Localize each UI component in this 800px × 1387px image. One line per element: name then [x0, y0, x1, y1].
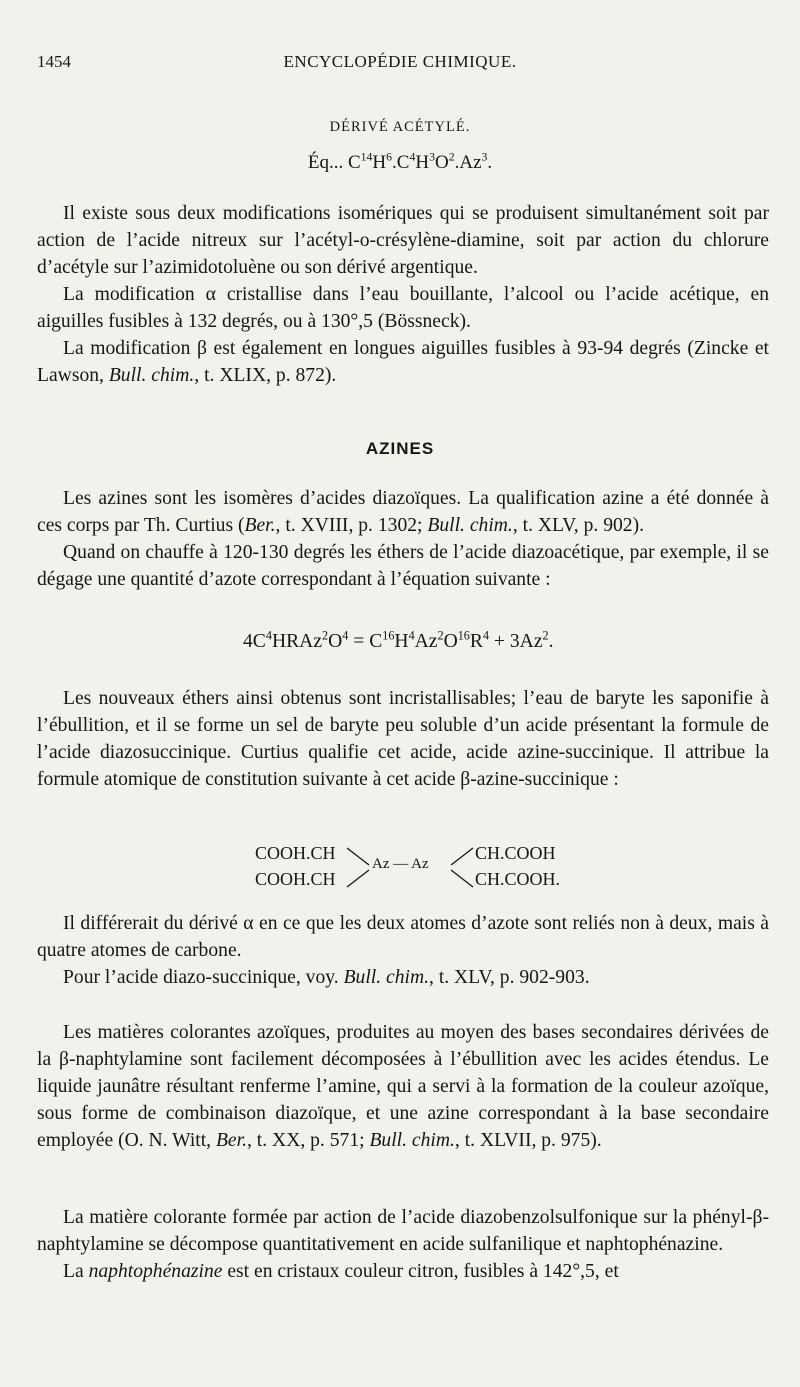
- text-run: La modification α cristallise dans l’eau bouillante, l’alcool ou l’acide acétique, en aiguilles fusibles à 132 degrés, ou à 130°,5 (Bössneck).: [37, 284, 769, 332]
- molecular-formula: [0, 152, 800, 174]
- text-run: H: [394, 631, 409, 652]
- text-run: Az: [414, 631, 438, 652]
- superscript: 4: [482, 628, 490, 643]
- paragraph-difference-alpha: [37, 910, 769, 964]
- text-run: Les nouveaux éthers ainsi obtenus sont incristallisables; l’eau de baryte les saponifie à l’ébullition, et il se forme un sel de baryte peu soluble d’un acide présentant la formule de l’acide diazosuccinique. Curtius qualifie cet acide, acide azine-succinique. Il attribue la formule atomique de constitution suivante à cet acide β-azine-succinique :: [37, 688, 769, 790]
- text-run: Les azines sont les isomères d’acides diazoïques. La qualification azine a été donnée à ces corps par Th. Curtius (: [37, 488, 769, 536]
- superscript: 6: [386, 150, 393, 164]
- section-title: AZINES: [365, 439, 435, 458]
- superscript: 2: [437, 628, 444, 643]
- italic-citation: Bull. chim.: [427, 515, 513, 536]
- structure-bottom-right: CH.COOH.: [475, 869, 561, 889]
- text-run: , t. XVIII, p. 1302;: [275, 515, 428, 536]
- text-run: + 3Az: [489, 631, 543, 652]
- superscript: 4: [409, 150, 416, 164]
- text-run: , t. XX, p. 571;: [247, 1130, 370, 1151]
- running-header: [37, 52, 763, 78]
- text-run: , t. XLV, p. 902-903.: [429, 967, 590, 988]
- paragraph-azo-dyes: [37, 1019, 769, 1154]
- text-block-ethers: [37, 685, 769, 793]
- text-run: 4C: [243, 631, 266, 652]
- structure-top-left: COOH.CH: [255, 843, 336, 863]
- superscript: 14: [360, 150, 373, 164]
- text-run: La modification β est également en longues aiguilles fusibles à 93-94 degrés (Zincke et Lawson,: [37, 338, 769, 386]
- text-run: Les matières colorantes azoïques, produites au moyen des bases secondaires dérivées de la β-naphtylamine sont facilement décomposées à l’ébullition avec les acides étendus. Le liquide jaunâtre résultant renferme l’amine, qui a servi à la formation de la couleur azoïque, sous forme de combinaison diazoïque, et une azine correspondant à la base secondaire employée (O. N. Witt,: [37, 1022, 769, 1151]
- text-run: , t. XLVII, p. 975).: [454, 1130, 602, 1151]
- text-run: est en cristaux couleur citron, fusibles à 142°,5, et: [222, 1261, 619, 1282]
- structure-bottom-left: COOH.CH: [255, 869, 336, 889]
- italic-citation: Bull. chim.: [108, 365, 195, 386]
- italic-citation: Ber.: [244, 515, 276, 536]
- superscript: 16: [382, 628, 395, 643]
- text-run: , t. XLIX, p. 872).: [194, 365, 337, 386]
- superscript: 3: [429, 150, 435, 164]
- text-block-azines-intro: [37, 485, 769, 593]
- text-run: H: [415, 152, 430, 173]
- text-run: .: [487, 152, 493, 173]
- italic-citation: Bull. chim.: [369, 1130, 455, 1151]
- text-run: HRAz: [271, 631, 323, 652]
- text-block-azo-dyes: [37, 1019, 769, 1154]
- text-run: Pour l’acide diazo-succinique, voy.: [63, 967, 344, 988]
- text-run: .Az: [454, 152, 482, 173]
- text-run: H: [372, 152, 387, 173]
- superscript: 2: [448, 150, 455, 164]
- text-run: .: [548, 631, 554, 652]
- page-number: 1454: [37, 52, 71, 71]
- paragraph-alpha-modification: [37, 281, 769, 335]
- paragraph-azines-definition: [37, 485, 769, 539]
- paragraph-ethers-saponification: [37, 685, 769, 793]
- superscript: 3: [481, 150, 488, 164]
- formula-body: [348, 152, 492, 173]
- text-run: Il existe sous deux modifications isomériques qui se produisent simultanément soit par action de l’acide nitreux sur l’acétyl-o-crésylène-diamine, soit par action du chlorure d’acétyle sur l’azimidotoluène ou son dérivé argentique.: [37, 203, 769, 278]
- running-title: ENCYCLOPÉDIE CHIMIQUE.: [283, 52, 517, 71]
- subsection-heading: DÉRIVÉ ACÉTYLÉ.: [329, 119, 471, 135]
- paragraph-isomeric-modifications: [37, 200, 769, 281]
- text-run: O: [443, 631, 458, 652]
- italic-citation: Ber.: [215, 1130, 247, 1151]
- italic-citation: naphtophénazine: [88, 1261, 223, 1282]
- text-run: La: [63, 1261, 89, 1282]
- paragraph-diazobenzolsulfonic: [37, 1204, 769, 1258]
- structure-top-right: CH.COOH: [475, 843, 556, 863]
- superscript: 4: [342, 628, 349, 643]
- text-run: O: [328, 631, 343, 652]
- structural-formula: [255, 843, 575, 895]
- structure-azo-bridge: Az — Az: [372, 856, 429, 872]
- paragraph-diazosuccinic-reference: [37, 964, 769, 991]
- reaction-equation: [243, 628, 554, 653]
- text-block-difference: [37, 910, 769, 991]
- text-run: C: [347, 152, 361, 173]
- text-run: , t. XLV, p. 902).: [512, 515, 645, 536]
- text-run: La matière colorante formée par action de l’acide diazobenzolsulfonique sur la phényl-β-naphtylamine se décompose quantitativement en acide sulfanilique et naphtophénazine.: [37, 1207, 769, 1255]
- text-run: R: [469, 631, 483, 652]
- superscript: 4: [265, 628, 272, 643]
- superscript: 4: [408, 628, 415, 643]
- formula-prefix: Éq...: [307, 152, 348, 173]
- text-block-derive: [37, 200, 769, 389]
- paragraph-beta-modification: [37, 335, 769, 389]
- italic-citation: Bull. chim.: [343, 967, 430, 988]
- text-block-naphtophenazine: [37, 1204, 769, 1285]
- text-run: .C: [392, 152, 410, 173]
- paragraph-naphtophenazine: [37, 1258, 769, 1285]
- text-run: O: [434, 152, 449, 173]
- text-run: = C: [348, 631, 383, 652]
- superscript: 2: [542, 628, 549, 643]
- superscript: 2: [322, 628, 329, 643]
- superscript: 16: [457, 628, 470, 643]
- paragraph-diazoacetic-heating: [37, 539, 769, 593]
- text-run: Quand on chauffe à 120-130 degrés les éthers de l’acide diazoacétique, par exemple, il se dégage une quantité d’azote correspondant à l’équation suivante :: [37, 542, 769, 590]
- text-run: Il différerait du dérivé α en ce que les deux atomes d’azote sont reliés non à deux, mais à quatre atomes de carbone.: [37, 913, 769, 961]
